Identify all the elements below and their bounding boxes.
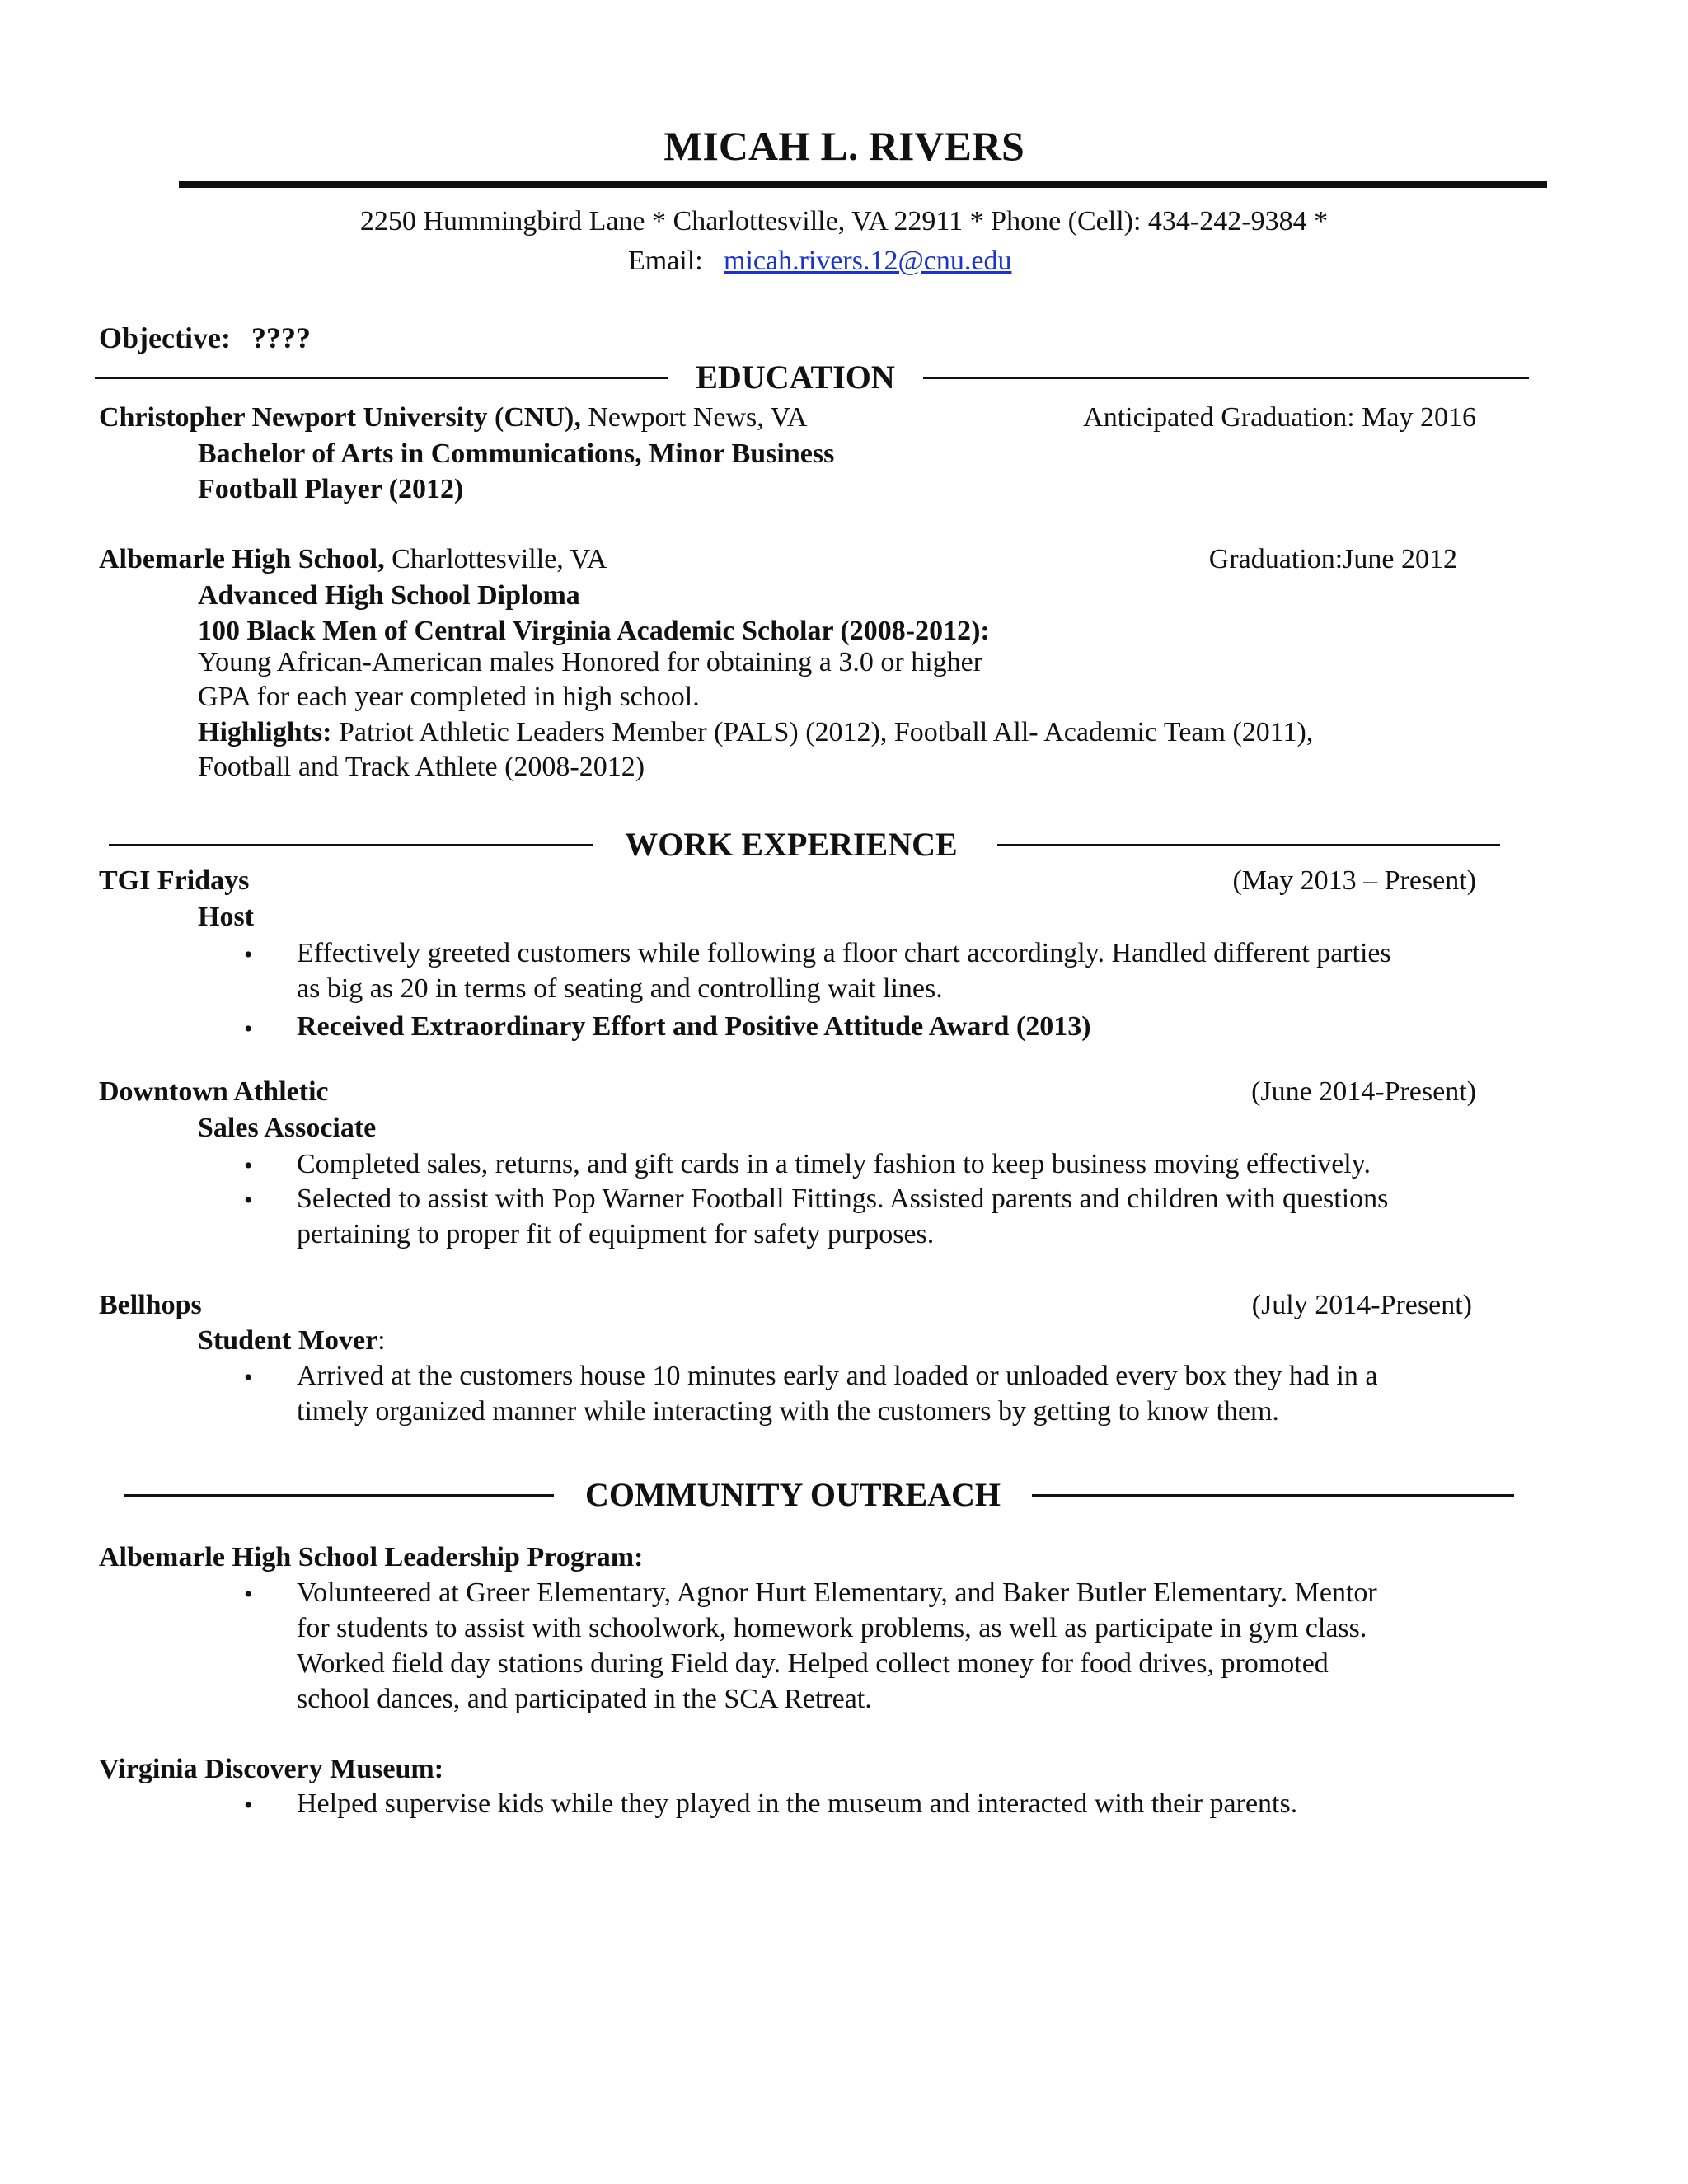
work-2-bullet-2-line-2: pertaining to proper fit of equipment for safety purposes. bbox=[297, 1219, 935, 1249]
bullet-icon: • bbox=[244, 1015, 253, 1043]
work-rule-left bbox=[109, 844, 593, 846]
ahs-highlights-label: Highlights: bbox=[198, 717, 332, 748]
work-1-bullet-1-line-1: Effectively greeted customers while following a floor chart accordingly. Handled different parties bbox=[297, 938, 1391, 968]
education-rule-left bbox=[95, 377, 668, 379]
cnu-degree: Bachelor of Arts in Communications, Minor Business bbox=[198, 438, 835, 469]
contact-address: 2250 Hummingbird Lane * Charlottesville, VA 22911 * Phone (Cell): 434-242-9384 * bbox=[359, 206, 1329, 237]
objective-label: Objective: bbox=[99, 321, 231, 354]
community-2-line-1: Helped supervise kids while they played in the museum and interacted with their parents. bbox=[297, 1788, 1298, 1819]
ahs-honor-desc-1: Young African-American males Honored for obtaining a 3.0 or higher bbox=[198, 647, 983, 677]
work-1-dates: (May 2013 – Present) bbox=[1232, 865, 1476, 896]
work-1-bullet-1-line-2: as big as 20 in terms of seating and controlling wait lines. bbox=[297, 973, 943, 1004]
ahs-date: Graduation:June 2012 bbox=[1208, 544, 1457, 574]
work-1-employer: TGI Fridays bbox=[99, 865, 250, 896]
cnu-location: Newport News, VA bbox=[588, 402, 808, 433]
bullet-icon: • bbox=[244, 1187, 253, 1214]
work-rule-right bbox=[997, 844, 1500, 846]
work-3-bullet-1-line-2: timely organized manner while interacting with the customers by getting to know them. bbox=[297, 1396, 1279, 1427]
work-2-bullet-1: Completed sales, returns, and gift cards in a timely fashion to keep business moving effectively. bbox=[297, 1149, 1372, 1179]
ahs-honor: 100 Black Men of Central Virginia Academic Scholar (2008-2012): bbox=[198, 616, 990, 646]
work-3-role-suffix: : bbox=[377, 1325, 386, 1356]
work-2-dates: (June 2014-Present) bbox=[1251, 1076, 1476, 1107]
community-2-org: Virginia Discovery Museum: bbox=[99, 1754, 444, 1784]
objective-value: ???? bbox=[251, 321, 311, 354]
cnu-school: Christopher Newport University (CNU), bbox=[99, 402, 581, 433]
work-3-role: Student Mover bbox=[198, 1325, 378, 1356]
education-heading: EDUCATION bbox=[696, 359, 895, 396]
ahs-honor-desc-2: GPA for each year completed in high school. bbox=[198, 682, 700, 712]
work-3-role-line bbox=[198, 1327, 386, 1355]
community-1-line-3: Worked field day stations during Field day. Helped collect money for food drives, promoted bbox=[297, 1648, 1329, 1679]
ahs-highlights-text: Patriot Athletic Leaders Member (PALS) (2012), Football All- Academic Team (2011), bbox=[338, 717, 1314, 748]
ahs-school: Albemarle High School, bbox=[99, 544, 385, 574]
ahs-highlights bbox=[198, 719, 1313, 747]
email-label: Email: bbox=[628, 246, 703, 276]
cnu-activity: Football Player (2012) bbox=[198, 474, 464, 504]
header-rule bbox=[179, 181, 1547, 188]
ahs-line bbox=[99, 546, 607, 574]
community-heading: COMMUNITY OUTREACH bbox=[584, 1476, 1001, 1513]
ahs-highlights-2: Football and Track Athlete (2008-2012) bbox=[198, 752, 645, 782]
community-1-line-2: for students to assist with schoolwork, homework problems, as well as participate in gym class. bbox=[297, 1613, 1367, 1643]
bullet-icon: • bbox=[244, 1152, 253, 1179]
bullet-icon: • bbox=[244, 941, 253, 968]
community-rule-left bbox=[124, 1494, 554, 1497]
work-2-employer: Downtown Athletic bbox=[99, 1076, 329, 1107]
cnu-date: Anticipated Graduation: May 2016 bbox=[1083, 402, 1476, 433]
email-link[interactable]: micah.rivers.12@cnu.edu bbox=[724, 246, 1012, 276]
work-2-bullet-2-line-1: Selected to assist with Pop Warner Football Fittings. Assisted parents and children with questions bbox=[297, 1183, 1389, 1214]
work-heading: WORK EXPERIENCE bbox=[625, 826, 958, 863]
work-2-role: Sales Associate bbox=[198, 1113, 377, 1143]
education-rule-right bbox=[923, 377, 1529, 379]
community-rule-right bbox=[1032, 1494, 1514, 1497]
resume-name: MICAH L. RIVERS bbox=[663, 123, 1025, 169]
ahs-location: Charlottesville, VA bbox=[392, 544, 607, 574]
cnu-line bbox=[99, 404, 807, 432]
bullet-icon: • bbox=[244, 1792, 253, 1819]
ahs-diploma: Advanced High School Diploma bbox=[198, 580, 580, 611]
bullet-icon: • bbox=[244, 1364, 253, 1391]
work-3-bullet-1-line-1: Arrived at the customers house 10 minutes early and loaded or unloaded every box they had in a bbox=[297, 1361, 1378, 1391]
community-1-line-4: school dances, and participated in the SCA Retreat. bbox=[297, 1684, 872, 1714]
work-1-role: Host bbox=[198, 902, 254, 932]
work-3-employer: Bellhops bbox=[99, 1290, 202, 1320]
work-1-bullet-2: Received Extraordinary Effort and Positive Attitude Award (2013) bbox=[297, 1011, 1091, 1042]
bullet-icon: • bbox=[244, 1581, 253, 1608]
community-1-line-1: Volunteered at Greer Elementary, Agnor Hurt Elementary, and Baker Butler Elementary. Mentor bbox=[297, 1577, 1377, 1608]
community-1-org: Albemarle High School Leadership Program: bbox=[99, 1542, 644, 1572]
work-3-dates: (July 2014-Present) bbox=[1251, 1290, 1472, 1320]
